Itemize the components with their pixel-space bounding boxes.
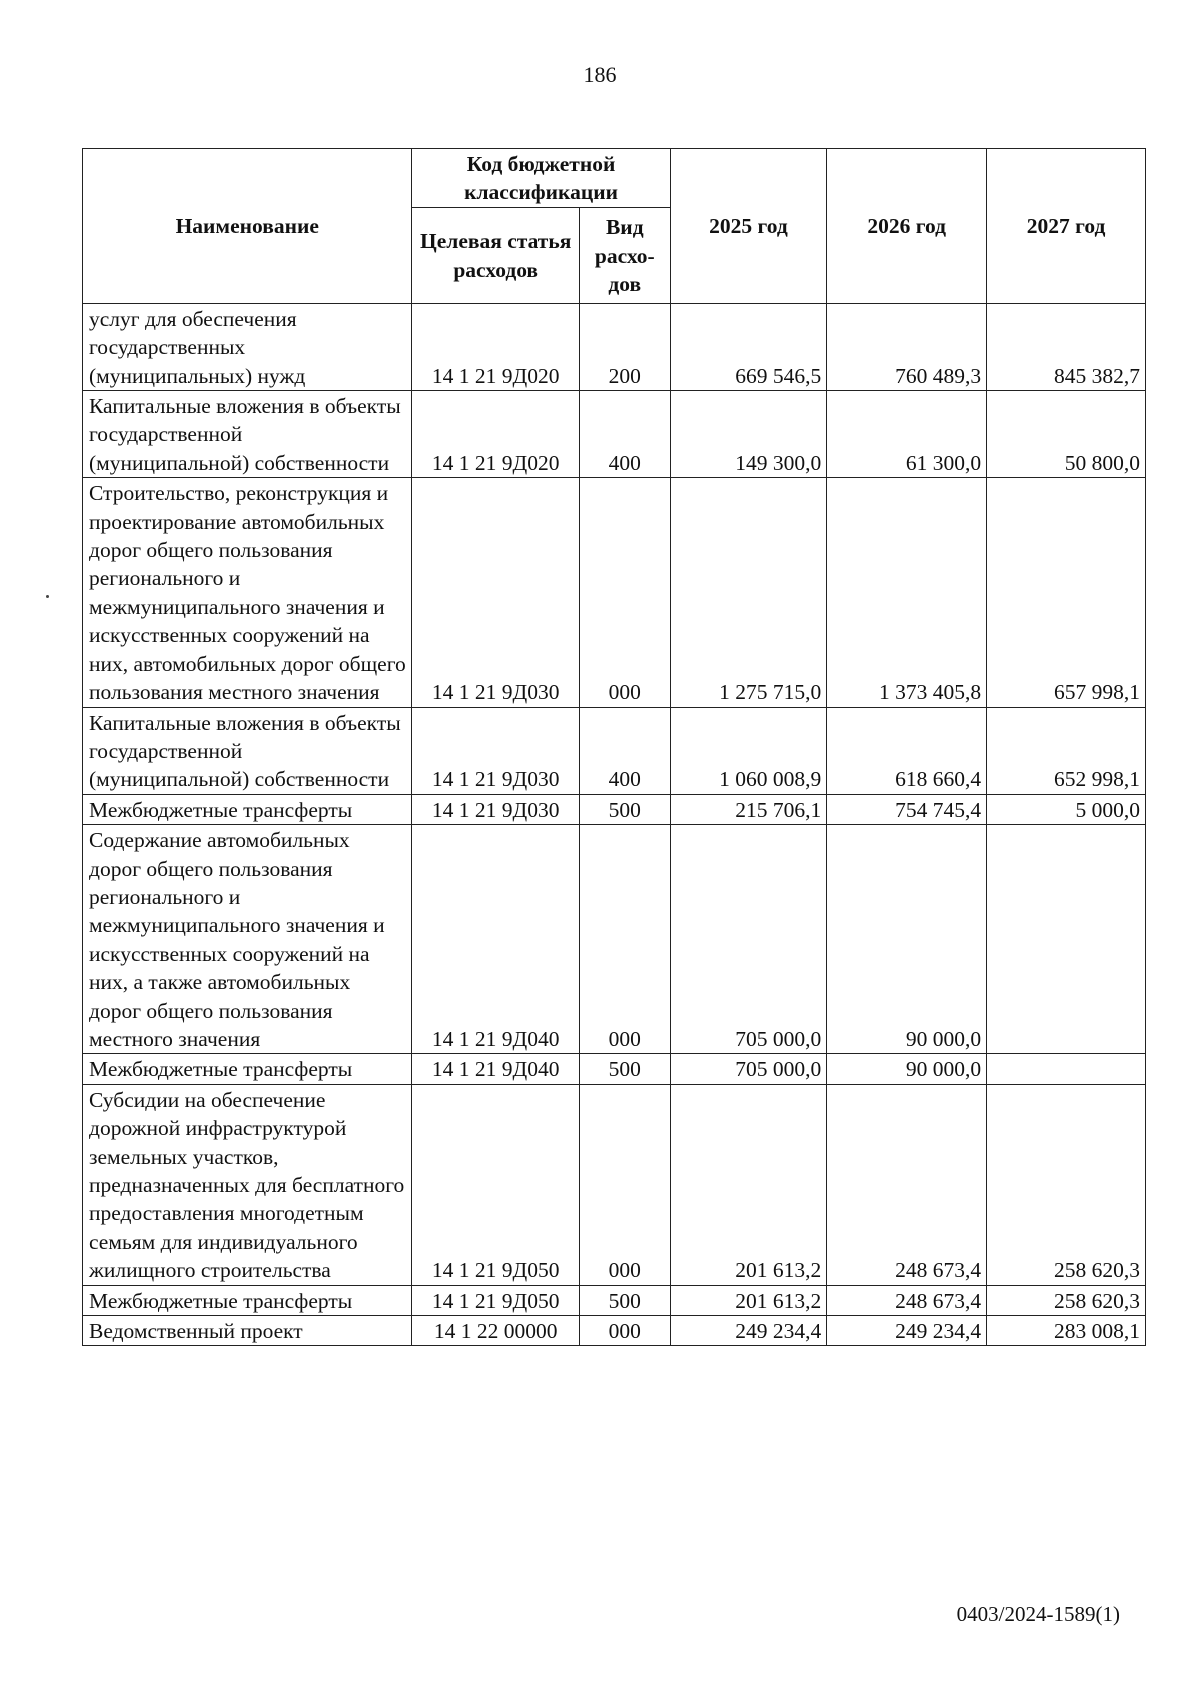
cell-type: 400 bbox=[579, 391, 670, 478]
cell-y2026: 90 000,0 bbox=[827, 825, 987, 1054]
cell-y2025: 705 000,0 bbox=[670, 1054, 827, 1084]
cell-y2025: 149 300,0 bbox=[670, 391, 827, 478]
cell-name: Межбюджетные трансферты bbox=[83, 1054, 412, 1084]
header-2025: 2025 год bbox=[670, 149, 827, 304]
cell-type: 000 bbox=[579, 1084, 670, 1285]
header-expense-type: Вид расхо-дов bbox=[579, 207, 670, 303]
header-budget-code: Код бюджетной классификации bbox=[412, 149, 670, 208]
cell-y2027: 652 998,1 bbox=[987, 707, 1146, 794]
header-2026: 2026 год bbox=[827, 149, 987, 304]
cell-type: 500 bbox=[579, 1054, 670, 1084]
cell-y2026: 618 660,4 bbox=[827, 707, 987, 794]
cell-name: Содержание автомобильных дорог общего пользования регионального и межмуниципального значения и искусственных сооружений на них, а также автомобильных дорог общего пользования местного значения bbox=[83, 825, 412, 1054]
cell-name: услуг для обеспечения государственных (муниципальных) нужд bbox=[83, 303, 412, 390]
cell-code: 14 1 21 9Д020 bbox=[412, 391, 579, 478]
table-row bbox=[83, 303, 1146, 390]
page-number: 186 bbox=[583, 62, 617, 87]
cell-code: 14 1 21 9Д030 bbox=[412, 794, 579, 824]
cell-code: 14 1 21 9Д050 bbox=[412, 1084, 579, 1285]
cell-y2027: 50 800,0 bbox=[987, 391, 1146, 478]
cell-y2026: 1 373 405,8 bbox=[827, 478, 987, 707]
budget-table bbox=[82, 148, 1146, 1346]
cell-y2025: 1 275 715,0 bbox=[670, 478, 827, 707]
cell-code: 14 1 22 00000 bbox=[412, 1316, 579, 1346]
header-target-article: Целевая статья расходов bbox=[412, 207, 579, 303]
cell-code: 14 1 21 9Д020 bbox=[412, 303, 579, 390]
scan-speck bbox=[46, 595, 49, 598]
cell-y2025: 201 613,2 bbox=[670, 1285, 827, 1315]
cell-y2025: 669 546,5 bbox=[670, 303, 827, 390]
cell-name: Капитальные вложения в объекты государственной (муниципальной) собственности bbox=[83, 391, 412, 478]
cell-type: 200 bbox=[579, 303, 670, 390]
cell-y2027: 258 620,3 bbox=[987, 1285, 1146, 1315]
cell-y2026: 248 673,4 bbox=[827, 1084, 987, 1285]
cell-y2027 bbox=[987, 825, 1146, 1054]
cell-y2026: 248 673,4 bbox=[827, 1285, 987, 1315]
cell-name: Капитальные вложения в объекты государственной (муниципальной) собственности bbox=[83, 707, 412, 794]
cell-type: 500 bbox=[579, 794, 670, 824]
cell-y2027: 657 998,1 bbox=[987, 478, 1146, 707]
cell-type: 000 bbox=[579, 1316, 670, 1346]
table-header bbox=[83, 149, 1146, 304]
cell-y2026: 760 489,3 bbox=[827, 303, 987, 390]
header-name: Наименование bbox=[83, 149, 412, 304]
cell-code: 14 1 21 9Д030 bbox=[412, 707, 579, 794]
cell-name: Межбюджетные трансферты bbox=[83, 794, 412, 824]
cell-type: 000 bbox=[579, 478, 670, 707]
cell-type: 000 bbox=[579, 825, 670, 1054]
table-row bbox=[83, 478, 1146, 707]
cell-code: 14 1 21 9Д040 bbox=[412, 1054, 579, 1084]
cell-name: Межбюджетные трансферты bbox=[83, 1285, 412, 1315]
cell-code: 14 1 21 9Д040 bbox=[412, 825, 579, 1054]
cell-type: 400 bbox=[579, 707, 670, 794]
cell-y2026: 754 745,4 bbox=[827, 794, 987, 824]
cell-y2026: 90 000,0 bbox=[827, 1054, 987, 1084]
cell-y2027: 5 000,0 bbox=[987, 794, 1146, 824]
cell-y2026: 249 234,4 bbox=[827, 1316, 987, 1346]
cell-y2027 bbox=[987, 1054, 1146, 1084]
cell-name: Ведомственный проект bbox=[83, 1316, 412, 1346]
cell-y2026: 61 300,0 bbox=[827, 391, 987, 478]
table-row bbox=[83, 1316, 1146, 1346]
cell-y2025: 201 613,2 bbox=[670, 1084, 827, 1285]
table-row bbox=[83, 794, 1146, 824]
cell-y2027: 283 008,1 bbox=[987, 1316, 1146, 1346]
document-number: 0403/2024-1589(1) bbox=[956, 1602, 1120, 1626]
cell-name: Строительство, реконструкция и проектирование автомобильных дорог общего пользования регионального и межмуниципального значения и искусственных сооружений на них, автомобильных дорог общего пользования местного значения bbox=[83, 478, 412, 707]
cell-code: 14 1 21 9Д050 bbox=[412, 1285, 579, 1315]
cell-name: Субсидии на обеспечение дорожной инфраструктурой земельных участков, предназначенных для бесплатного предоставления многодетным семьям для индивидуального жилищного строительства bbox=[83, 1084, 412, 1285]
cell-y2025: 705 000,0 bbox=[670, 825, 827, 1054]
cell-y2027: 845 382,7 bbox=[987, 303, 1146, 390]
cell-y2025: 249 234,4 bbox=[670, 1316, 827, 1346]
cell-y2025: 215 706,1 bbox=[670, 794, 827, 824]
table-row bbox=[83, 391, 1146, 478]
table-row bbox=[83, 1084, 1146, 1285]
table-row bbox=[83, 707, 1146, 794]
table-body bbox=[83, 303, 1146, 1346]
table-row bbox=[83, 1054, 1146, 1084]
table-row bbox=[83, 825, 1146, 1054]
header-2027: 2027 год bbox=[987, 149, 1146, 304]
cell-y2027: 258 620,3 bbox=[987, 1084, 1146, 1285]
cell-type: 500 bbox=[579, 1285, 670, 1315]
cell-code: 14 1 21 9Д030 bbox=[412, 478, 579, 707]
cell-y2025: 1 060 008,9 bbox=[670, 707, 827, 794]
table-row bbox=[83, 1285, 1146, 1315]
